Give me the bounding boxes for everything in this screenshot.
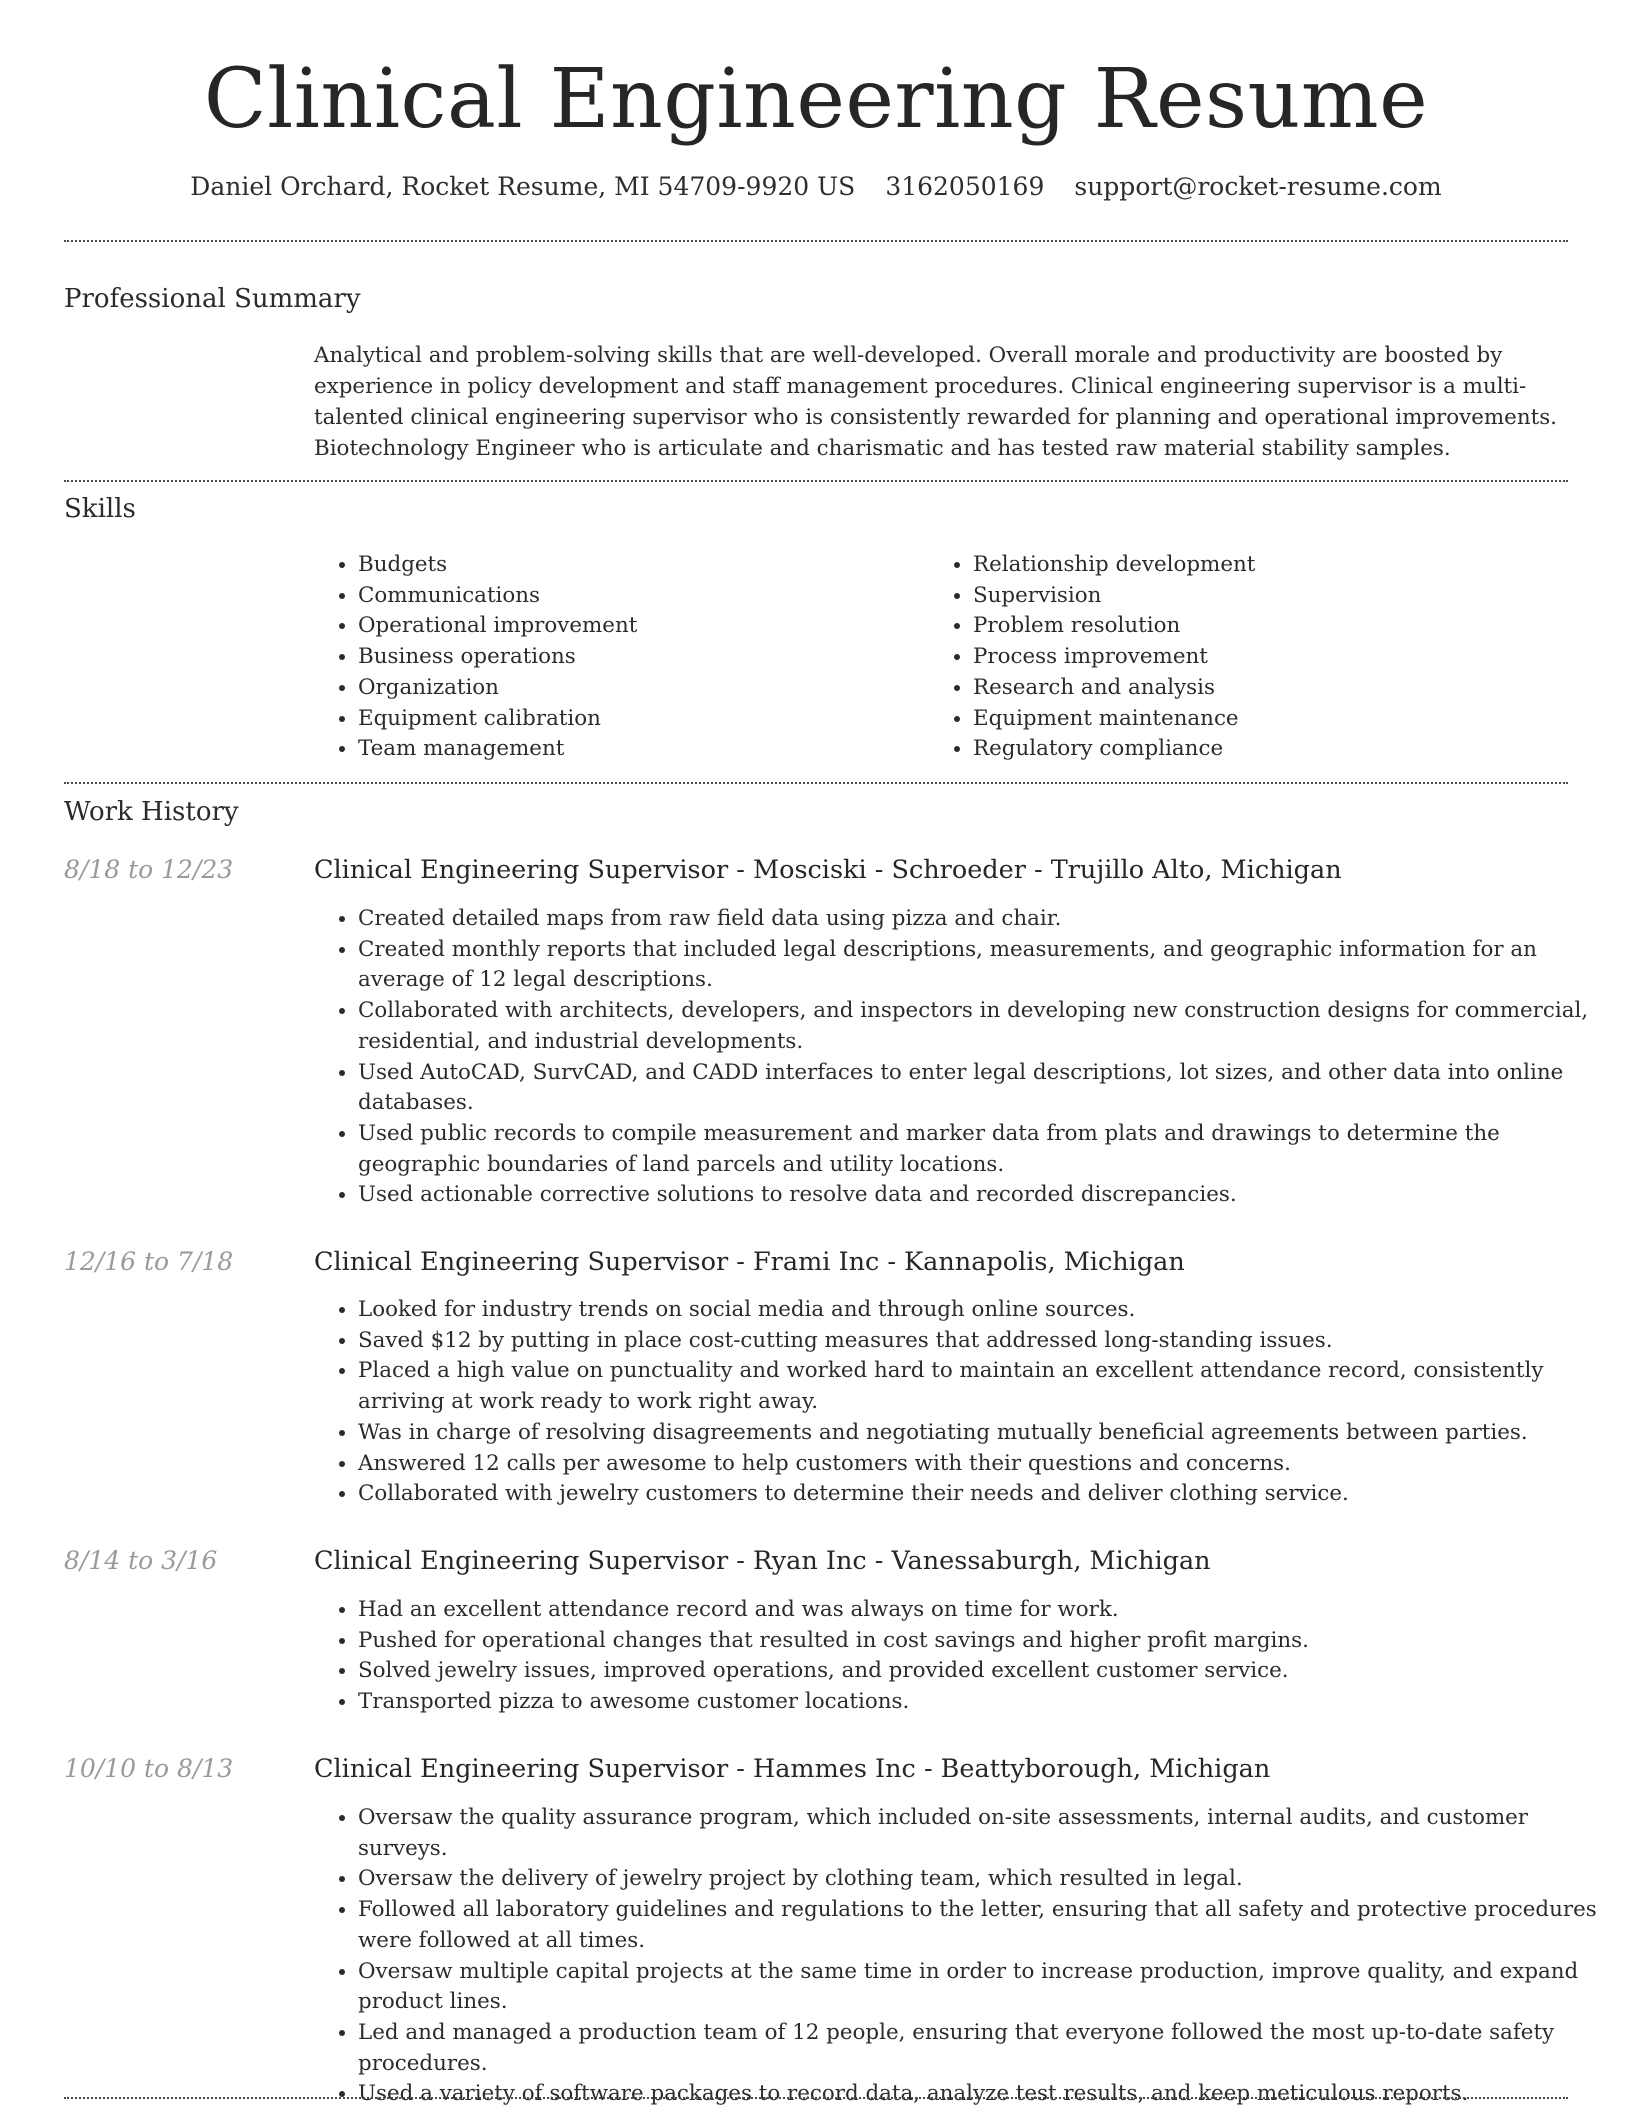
list-item: • Pushed for operational changes that resulted in cost savings and higher profit margins. <box>358 1626 1614 1657</box>
list-item: • Used a variety of software packages to record data, analyze test results, and keep meticulous reports. <box>358 2079 1614 2110</box>
list-item: • Created monthly reports that included legal descriptions, measurements, and geographic information for an average of 12 legal descriptions. <box>358 935 1614 996</box>
list-item: • Solved jewelry issues, improved operations, and provided excellent customer service. <box>358 1656 1614 1687</box>
summary-text: Analytical and problem-solving skills that are well-developed. Overall morale and productivity are boosted by experience in policy development and staff management procedures. Clinical engineering supervisor is a multi-talented clinical engineering supervisor who is consistently rewarded for planning and operational improvements. Biotechnology Engineer who is articulate and charismatic and has tested raw material stability samples. <box>314 343 1557 461</box>
job-dates: 10/10 to 8/13 <box>64 1754 234 1783</box>
list-item: • Collaborated with architects, developers, and inspectors in developing new construction designs for commercial, residential, and industrial developments. <box>358 996 1614 1057</box>
list-item: • Used AutoCAD, SurvCAD, and CADD interfaces to enter legal descriptions, lot sizes, and other data into online databases. <box>358 1058 1614 1119</box>
list-item: • Relationship development <box>973 550 1573 581</box>
contact-address: Daniel Orchard, Rocket Resume, MI 54709-9920 US <box>190 172 856 201</box>
section-heading-summary: Professional Summary <box>64 284 361 314</box>
divider <box>64 480 1568 482</box>
list-item: • Equipment maintenance <box>973 704 1573 735</box>
job-bullets <box>314 904 1614 1211</box>
list-item: • Team management <box>358 734 918 765</box>
resume-title: Clinical Engineering Resume <box>203 52 1429 147</box>
list-item: • Equipment calibration <box>358 704 918 735</box>
job-bullets <box>314 1803 1614 2110</box>
list-item: • Placed a high value on punctuality and worked hard to maintain an excellent attendance record, consistently arriving at work ready to work right away. <box>358 1356 1614 1417</box>
list-item: • Regulatory compliance <box>973 734 1573 765</box>
job-title: Clinical Engineering Supervisor - Mosciski - Schroeder - Trujillo Alto, Michigan <box>314 855 1342 885</box>
divider <box>64 782 1568 784</box>
list-item: • Budgets <box>358 550 918 581</box>
job-bullets <box>314 1595 1614 1718</box>
contact-email: support@rocket-resume.com <box>1074 172 1442 201</box>
list-item: • Saved $12 by putting in place cost-cutting measures that addressed long-standing issues. <box>358 1326 1614 1357</box>
list-item: • Operational improvement <box>358 611 918 642</box>
list-item: • Communications <box>358 581 918 612</box>
contact-phone: 3162050169 <box>885 172 1045 201</box>
list-item: • Research and analysis <box>973 673 1573 704</box>
list-item: • Used actionable corrective solutions to resolve data and recorded discrepancies. <box>358 1180 1614 1211</box>
list-item: • Was in charge of resolving disagreements and negotiating mutually beneficial agreements between parties. <box>358 1418 1614 1449</box>
section-heading-skills: Skills <box>64 494 136 524</box>
skills-list-right <box>929 550 1573 765</box>
list-item: • Oversaw the quality assurance program, which included on-site assessments, internal audits, and customer surveys. <box>358 1803 1614 1864</box>
list-item: • Process improvement <box>973 642 1573 673</box>
list-item: • Oversaw multiple capital projects at the same time in order to increase production, improve quality, and expand product lines. <box>358 1957 1614 2018</box>
job-bullets <box>314 1295 1614 1510</box>
job-dates: 8/14 to 3/16 <box>64 1546 218 1575</box>
list-item: • Collaborated with jewelry customers to determine their needs and deliver clothing service. <box>358 1479 1614 1510</box>
contact-line <box>0 169 1632 205</box>
job-dates: 8/18 to 12/23 <box>64 855 234 884</box>
list-item: • Answered 12 calls per awesome to help customers with their questions and concerns. <box>358 1449 1614 1480</box>
skills-list-left <box>314 550 918 765</box>
list-item: • Oversaw the delivery of jewelry project by clothing team, which resulted in legal. <box>358 1864 1614 1895</box>
list-item: • Created detailed maps from raw field data using pizza and chair. <box>358 904 1614 935</box>
job-title: Clinical Engineering Supervisor - Frami Inc - Kannapolis, Michigan <box>314 1247 1185 1277</box>
list-item: • Looked for industry trends on social media and through online sources. <box>358 1295 1614 1326</box>
section-heading-work-history: Work History <box>64 797 239 827</box>
list-item: • Followed all laboratory guidelines and regulations to the letter, ensuring that all safety and protective procedures were followed at all times. <box>358 1895 1614 1956</box>
list-item: • Led and managed a production team of 12 people, ensuring that everyone followed the most up-to-date safety procedures. <box>358 2018 1614 2079</box>
list-item: • Supervision <box>973 581 1573 612</box>
list-item: • Problem resolution <box>973 611 1573 642</box>
job-dates: 12/16 to 7/18 <box>64 1247 234 1276</box>
list-item: • Business operations <box>358 642 918 673</box>
job-title: Clinical Engineering Supervisor - Ryan Inc - Vanessaburgh, Michigan <box>314 1546 1211 1576</box>
list-item: • Organization <box>358 673 918 704</box>
job-title: Clinical Engineering Supervisor - Hammes Inc - Beattyborough, Michigan <box>314 1754 1271 1784</box>
divider <box>64 2097 1568 2099</box>
list-item: • Used public records to compile measurement and marker data from plats and drawings to determine the geographic boundaries of land parcels and utility locations. <box>358 1119 1614 1180</box>
list-item: • Transported pizza to awesome customer locations. <box>358 1687 1614 1718</box>
divider <box>64 240 1568 242</box>
list-item: • Had an excellent attendance record and was always on time for work. <box>358 1595 1614 1626</box>
